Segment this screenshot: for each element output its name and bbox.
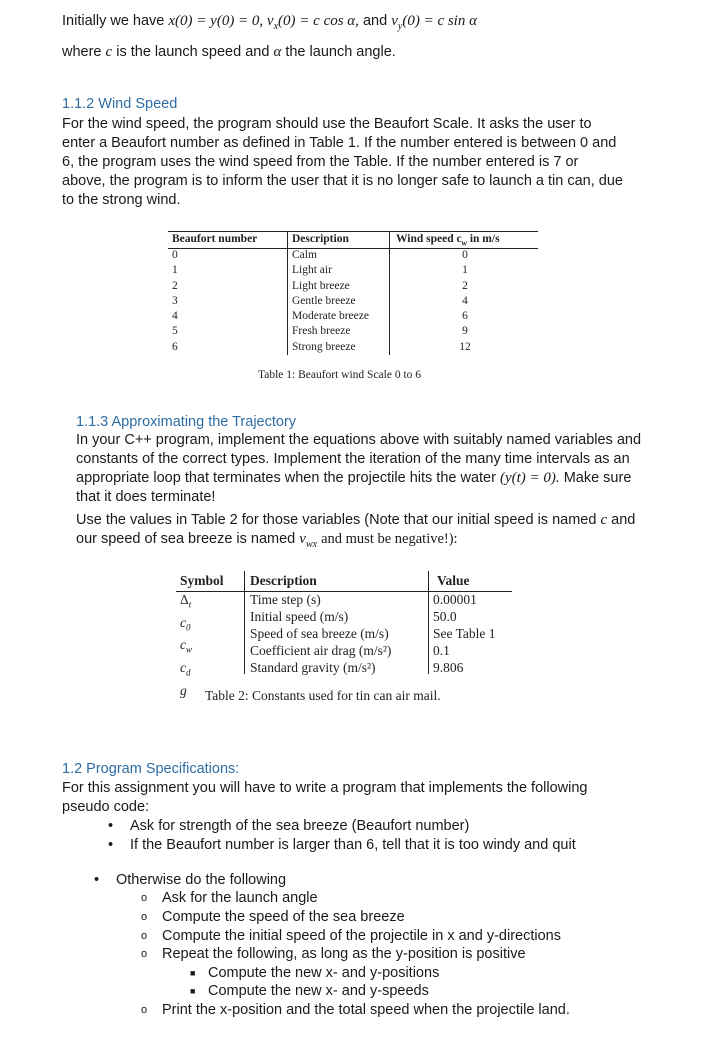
table1-numbers-column: 0 1 2 3 4 5 6 — [172, 249, 178, 353]
table1-descriptions-column: Calm Light air Light breeze Gentle breeze Moderate breeze Fresh breeze Strong breeze — [292, 249, 369, 353]
circle-bullet-icon: o — [141, 892, 148, 904]
circle-bullet-icon: o — [141, 911, 148, 923]
trajectory-heading: 1.1.3 Approximating the Trajectory — [76, 414, 297, 430]
list-item: Compute the new x- and y-positions — [208, 965, 440, 981]
wind-speed-heading: 1.1.2 Wind Speed — [62, 96, 178, 112]
table2-symbols-column: $\Delta_t$ $c_0$ $c_w$ $c_d$ g — [180, 592, 193, 698]
table2-descriptions-column: Time step (s) Initial speed (m/s) Speed of sea breeze (m/s) Coefficient air drag (m/s²) Standard gravity (m/s²) — [250, 592, 392, 675]
table2-header-value: Value — [437, 573, 470, 588]
list-item: If the Beaufort number is larger than 6, tell that it is too windy and quit — [130, 837, 576, 853]
use-values-paragraph: Use the values in Table 2 for those variables (Note that our initial speed is named c and our speed of sea breeze is named $v_{wx}$ and must be negative!): — [76, 512, 636, 550]
wind-speed-paragraph: For the wind speed, the program should use the Beaufort Scale. It asks the user to enter a Beaufort number as defined in Table 1. If the number entered is between 0 and 6, the program uses the wind speed from the Table. If the number entered is 7 or above, the program is to inform the user that it is no longer safe to launch a tin can, due to the strong wind. — [62, 116, 623, 208]
circle-bullet-icon: o — [141, 930, 148, 942]
table1-header-description: Description — [292, 233, 349, 245]
list-item: Ask for strength of the sea breeze (Beaufort number) — [130, 818, 470, 834]
math-initial-conditions: x(0) = y(0) = 0, $v_x(0) = c$ cos α, — [168, 13, 359, 32]
bullet-icon: • — [108, 837, 114, 853]
bullet-icon: • — [94, 872, 100, 888]
circle-bullet-icon: o — [141, 948, 148, 960]
square-bullet-icon: ■ — [190, 968, 196, 978]
table1-header-windspeed: Wind speed $c_w$ in m/s — [396, 233, 500, 248]
table1-header-beaufort: Beaufort number — [172, 233, 258, 245]
table2-caption: Table 2: Constants used for tin can air mail. — [205, 688, 441, 703]
table1-caption: Table 1: Beaufort wind Scale 0 to 6 — [258, 369, 422, 381]
table1-speeds-column: 0 1 2 4 6 9 12 — [459, 249, 471, 353]
table2-values-column: 0.00001 50.0 See Table 1 0.1 9.806 — [433, 592, 496, 675]
list-item: Compute the new x- and y-speeds — [208, 983, 429, 999]
table2-header-description: Description — [250, 573, 317, 588]
list-item: Print the x-position and the total speed when the projectile land. — [162, 1002, 570, 1018]
program-spec-heading: 1.2 Program Specifications: — [62, 761, 240, 777]
intro-line-2: where c is the launch speed and α the launch angle. — [62, 44, 396, 60]
list-item: Compute the initial speed of the projectile in x and y-directions — [162, 928, 561, 944]
trajectory-paragraph: In your C++ program, implement the equations above with suitably named variables and constants of the correct types. Implement the iteration of the many time intervals as an appropriate loop that terminates when the projectile hits the water (y(t) = 0). Make sure that it does terminate! — [76, 432, 642, 505]
program-spec-paragraph: For this assignment you will have to write a program that implements the following pseudo code: — [62, 780, 588, 815]
list-item: Compute the speed of the sea breeze — [162, 909, 405, 925]
table2-header-symbol: Symbol — [180, 573, 224, 588]
list-item: Repeat the following, as long as the y-position is positive — [162, 946, 526, 962]
bullet-icon: • — [108, 818, 114, 834]
square-bullet-icon: ■ — [190, 986, 196, 996]
intro-line-1: Initially we have x(0) = y(0) = 0, $v_x(0) = c$ cos α, and $v_y(0) = c$ sin α — [62, 13, 477, 32]
list-item: Otherwise do the following — [116, 872, 287, 888]
list-item: Ask for the launch angle — [162, 890, 318, 906]
circle-bullet-icon: o — [141, 1004, 148, 1016]
